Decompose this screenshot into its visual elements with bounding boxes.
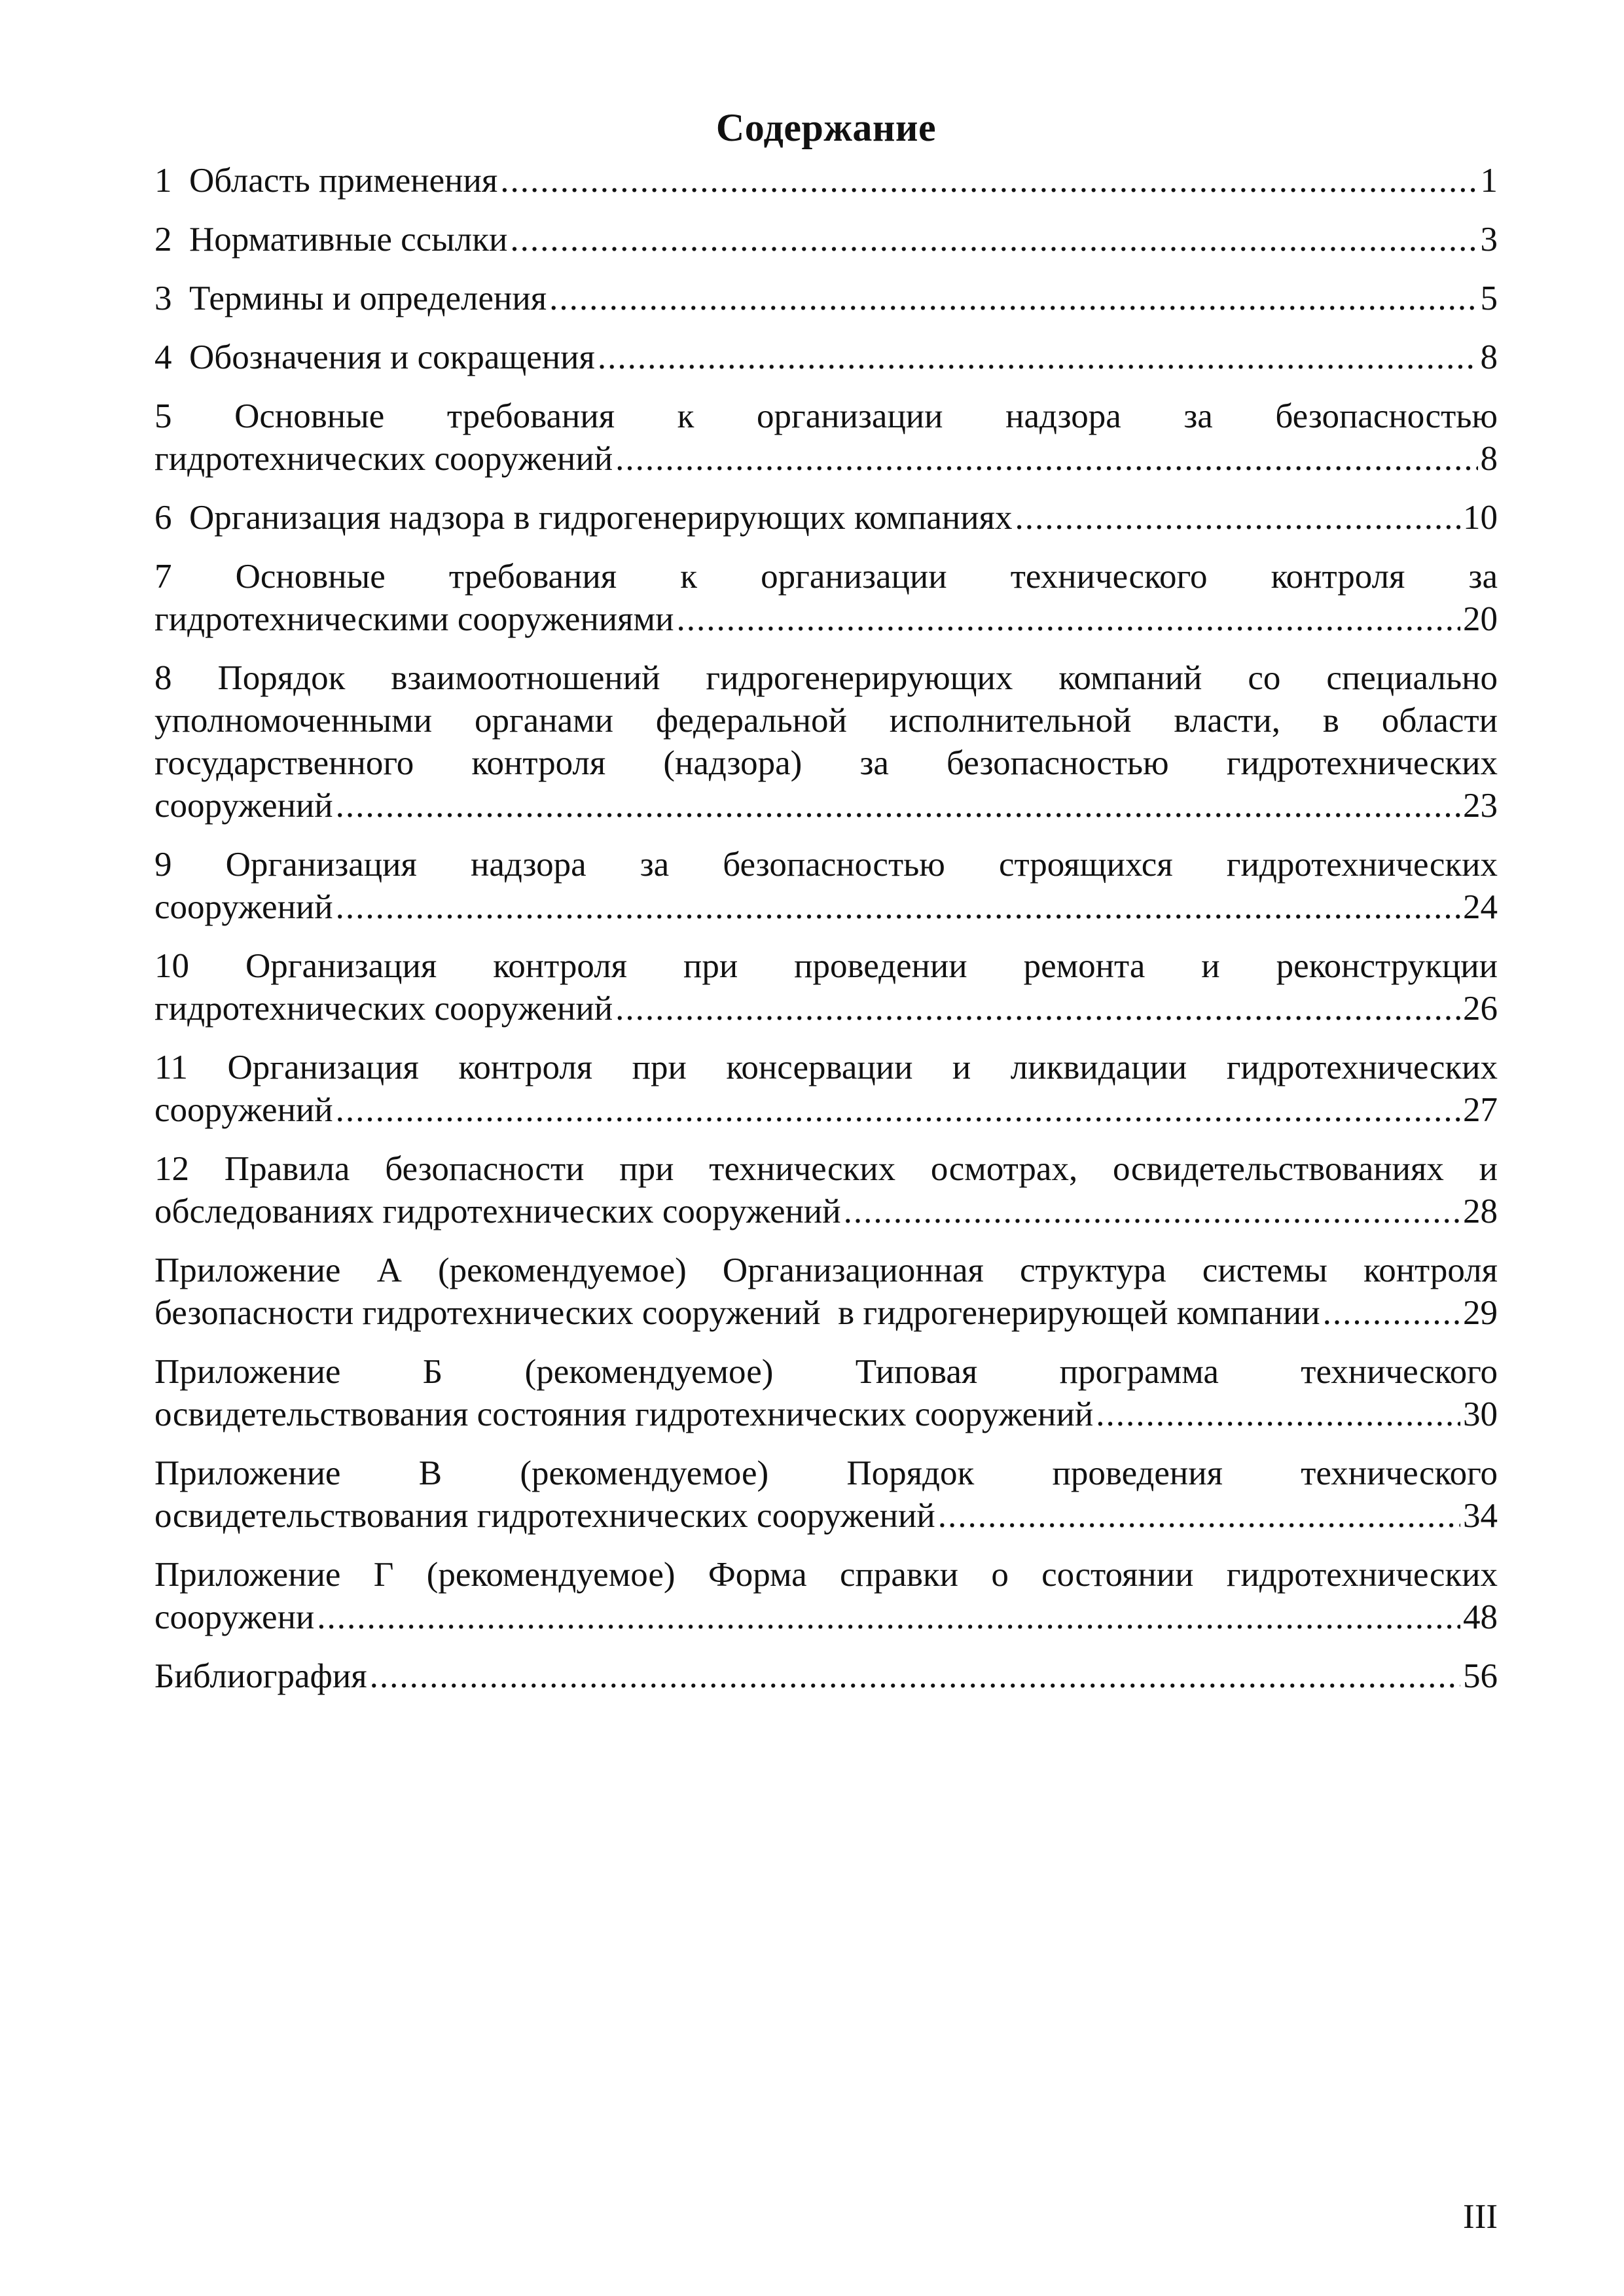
- toc-entry-text-line: 12 Правила безопасности при технических осмотрах, освидетельствованиях и: [154, 1150, 1498, 1188]
- toc-list: [154, 160, 1498, 1698]
- toc-entry-title: гидротехническими сооружениями: [154, 600, 674, 638]
- toc-entry-title: безопасности гидротехнических сооружений в гидрогенерирующей компании: [154, 1294, 1320, 1332]
- toc-entry-text-line: 8 Порядок взаимоотношений гидрогенерирующих компаний со специально: [154, 659, 1498, 697]
- toc-entry-title: 3 Термины и определения: [154, 279, 547, 317]
- toc-entry-text-line: Приложение Г (рекомендуемое) Форма справки о состоянии гидротехнических: [154, 1556, 1498, 1594]
- toc-page-number: 1: [1480, 162, 1498, 200]
- toc-entry-last-line: [154, 219, 1498, 261]
- toc-entry-text-line: Приложение Б (рекомендуемое) Типовая программа технического: [154, 1353, 1498, 1391]
- toc-entry-title: освидетельствования состояния гидротехнических сооружений: [154, 1395, 1094, 1433]
- toc-page-number: 56: [1463, 1657, 1498, 1695]
- dot-leader: [510, 219, 1477, 261]
- toc-entry-last-line: [154, 988, 1498, 1030]
- toc-page-number: 8: [1480, 440, 1498, 478]
- toc-entry[interactable]: [154, 497, 1498, 539]
- toc-entry-title: сооружений: [154, 1091, 333, 1129]
- toc-entry[interactable]: [154, 1554, 1498, 1639]
- dot-leader: [598, 336, 1478, 379]
- dot-leader: [549, 278, 1477, 320]
- dot-leader: [1323, 1292, 1460, 1335]
- toc-entry-last-line: [154, 497, 1498, 539]
- toc-entry[interactable]: [154, 160, 1498, 202]
- toc-entry-last-line: [154, 160, 1498, 202]
- toc-entry[interactable]: [154, 395, 1498, 480]
- toc-entry-title: 2 Нормативные ссылки: [154, 221, 508, 259]
- toc-entry-title: сооружений: [154, 787, 333, 825]
- toc-entry-last-line: [154, 1596, 1498, 1639]
- toc-entry-text-line: 9 Организация надзора за безопасностью строящихся гидротехнических: [154, 846, 1498, 884]
- toc-entry-text-line: 11 Организация контроля при консервации и ликвидации гидротехнических: [154, 1049, 1498, 1086]
- toc-entry-last-line: [154, 598, 1498, 641]
- toc-entry-last-line: [154, 1191, 1498, 1233]
- toc-entry[interactable]: [154, 1148, 1498, 1233]
- toc-entry-title: освидетельствования гидротехнических сооружений: [154, 1497, 935, 1535]
- toc-entry[interactable]: [154, 336, 1498, 379]
- toc-page-number: 27: [1463, 1091, 1498, 1129]
- toc-entry-last-line: [154, 1655, 1498, 1698]
- dot-leader: [938, 1495, 1460, 1537]
- toc-page-number: 28: [1463, 1193, 1498, 1230]
- toc-page-number: 20: [1463, 600, 1498, 638]
- toc-entry[interactable]: [154, 1655, 1498, 1698]
- toc-entry-title: сооружений: [154, 888, 333, 926]
- toc-entry-text-line: 10 Организация контроля при проведении ремонта и реконструкции: [154, 947, 1498, 985]
- toc-entry-last-line: [154, 1495, 1498, 1537]
- toc-entry[interactable]: [154, 219, 1498, 261]
- toc-page-number: 8: [1480, 338, 1498, 376]
- toc-page-number: 24: [1463, 888, 1498, 926]
- toc-entry-last-line: [154, 1089, 1498, 1132]
- dot-leader: [844, 1191, 1460, 1233]
- toc-entry-title: гидротехнических сооружений: [154, 440, 613, 478]
- toc-entry-text-line: Приложение А (рекомендуемое) Организационная структура системы контроля: [154, 1251, 1498, 1289]
- toc-entry[interactable]: [154, 844, 1498, 929]
- toc-entry-title: обследованиях гидротехнических сооружений: [154, 1193, 841, 1230]
- toc-entry-last-line: [154, 438, 1498, 480]
- toc-page-number: 34: [1463, 1497, 1498, 1535]
- toc-entry-title: сооружени: [154, 1598, 315, 1636]
- toc-entry-last-line: [154, 1292, 1498, 1335]
- toc-entry[interactable]: [154, 945, 1498, 1030]
- toc-entry-title: 1 Область применения: [154, 162, 498, 200]
- toc-entry[interactable]: [154, 1249, 1498, 1335]
- toc-page-number: 5: [1480, 279, 1498, 317]
- dot-leader: [1015, 497, 1460, 539]
- toc-entry[interactable]: [154, 556, 1498, 641]
- toc-title: Содержание: [715, 106, 937, 149]
- toc-entry[interactable]: [154, 1351, 1498, 1436]
- toc-entry[interactable]: [154, 657, 1498, 827]
- dot-leader: [336, 886, 1460, 929]
- dot-leader: [500, 160, 1477, 202]
- toc-page-number: 29: [1463, 1294, 1498, 1332]
- dot-leader: [1096, 1393, 1460, 1436]
- dot-leader: [615, 988, 1460, 1030]
- toc-entry-text-line: 7 Основные требования к организации технического контроля за: [154, 558, 1498, 596]
- toc-entry-last-line: [154, 785, 1498, 827]
- toc-entry-last-line: [154, 1393, 1498, 1436]
- toc-entry-last-line: [154, 336, 1498, 379]
- toc-page-number: 48: [1463, 1598, 1498, 1636]
- toc-entry-text-line: 5 Основные требования к организации надзора за безопасностью: [154, 397, 1498, 435]
- toc-entry-text-line: уполномоченными органами федеральной исполнительной власти, в области: [154, 702, 1498, 740]
- toc-page-number: 26: [1463, 990, 1498, 1028]
- toc-entry[interactable]: [154, 1047, 1498, 1132]
- toc-page-number: 30: [1463, 1395, 1498, 1433]
- dot-leader: [615, 438, 1477, 480]
- page-number-footer: III: [1463, 2198, 1498, 2236]
- toc-entry-last-line: [154, 886, 1498, 929]
- toc-entry[interactable]: [154, 1452, 1498, 1537]
- toc-entry[interactable]: [154, 278, 1498, 320]
- dot-leader: [370, 1655, 1460, 1698]
- toc-entry-title: 4 Обозначения и сокращения: [154, 338, 595, 376]
- dot-leader: [336, 785, 1460, 827]
- toc-entry-text-line: государственного контроля (надзора) за безопасностью гидротехнических: [154, 744, 1498, 782]
- dot-leader: [676, 598, 1460, 641]
- toc-entry-title: гидротехнических сооружений: [154, 990, 613, 1028]
- toc-entry-title: 6 Организация надзора в гидрогенерирующих компаниях: [154, 499, 1013, 537]
- toc-page-number: 3: [1480, 221, 1498, 259]
- toc-page-number: 10: [1463, 499, 1498, 537]
- document-page: [154, 98, 1498, 1714]
- toc-page-number: 23: [1463, 787, 1498, 825]
- dot-leader: [336, 1089, 1460, 1132]
- toc-entry-last-line: [154, 278, 1498, 320]
- toc-entry-title: Библиография: [154, 1657, 367, 1695]
- dot-leader: [317, 1596, 1460, 1639]
- toc-entry-text-line: Приложение В (рекомендуемое) Порядок проведения технического: [154, 1454, 1498, 1492]
